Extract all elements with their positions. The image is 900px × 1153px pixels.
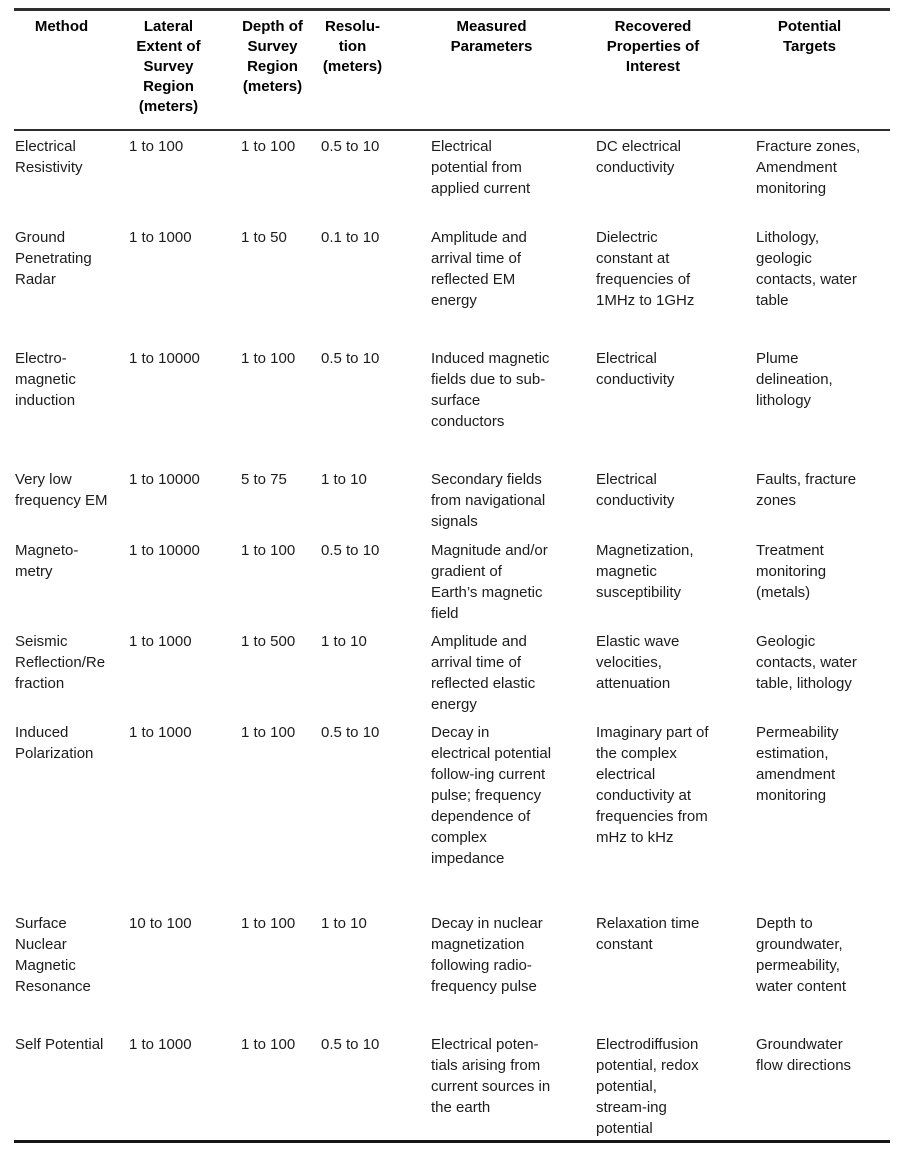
- table-row: [14, 222, 890, 343]
- column-header-resolution: Resolu-tion (meters): [320, 10, 430, 131]
- cell-lateral-extent: 1 to 1000: [129, 724, 192, 741]
- cell-potential-targets: Lithology, geologic contacts, water table: [756, 229, 857, 309]
- cell-resolution: 0.5 to 10: [321, 724, 380, 741]
- cell-method: Seismic Reflection/Refraction: [15, 633, 106, 692]
- table-row: [14, 626, 890, 717]
- cell-measured-parameters: Decay in nuclear magnetization following radio-frequency pulse: [431, 915, 543, 995]
- table-row: [14, 908, 890, 1029]
- cell-lateral-extent: 10 to 100: [129, 915, 192, 932]
- cell-potential-targets: Fracture zones, Amendment monitoring: [756, 138, 861, 197]
- table-header: [14, 10, 890, 131]
- column-header-potential-targets: Potential Targets: [755, 10, 890, 131]
- cell-depth-of-survey: 1 to 100: [241, 1036, 296, 1053]
- cell-measured-parameters: Amplitude and arrival time of reflected elastic energy: [431, 633, 536, 713]
- cell-depth-of-survey: 1 to 100: [241, 915, 296, 932]
- cell-resolution: 0.1 to 10: [321, 229, 380, 246]
- cell-recovered-properties: Electrodiffusion potential, redox potential, stream-ing potential: [596, 1036, 699, 1137]
- column-header-method: Method: [14, 10, 128, 131]
- table-row: [14, 464, 890, 535]
- cell-method: Magneto-metry: [15, 542, 79, 580]
- cell-method: Very low frequency EM: [15, 471, 108, 509]
- cell-potential-targets: Geologic contacts, water table, lithology: [756, 633, 857, 692]
- cell-lateral-extent: 1 to 1000: [129, 229, 192, 246]
- cell-resolution: 0.5 to 10: [321, 138, 380, 155]
- table-row: [14, 1029, 890, 1142]
- cell-potential-targets: Plume delineation, lithology: [756, 350, 833, 409]
- cell-method: Ground Penetrating Radar: [15, 229, 92, 288]
- cell-measured-parameters: Induced magnetic fields due to sub-surface conductors: [431, 350, 550, 430]
- cell-lateral-extent: 1 to 10000: [129, 542, 200, 559]
- cell-resolution: 1 to 10: [321, 633, 367, 650]
- cell-measured-parameters: Secondary fields from navigational signals: [431, 471, 546, 530]
- cell-method: Induced Polarization: [15, 724, 94, 762]
- cell-potential-targets: Groundwater flow directions: [756, 1036, 852, 1074]
- cell-method: Electro-magnetic induction: [15, 350, 76, 409]
- cell-potential-targets: Depth to groundwater, permeability, water content: [756, 915, 847, 995]
- cell-method: Self Potential: [15, 1036, 104, 1053]
- cell-depth-of-survey: 1 to 500: [241, 633, 296, 650]
- cell-depth-of-survey: 1 to 100: [241, 350, 296, 367]
- cell-recovered-properties: Imaginary part of the complex electrical conductivity at frequencies from mHz to kHz: [596, 724, 709, 846]
- cell-lateral-extent: 1 to 1000: [129, 1036, 192, 1053]
- cell-potential-targets: Treatment monitoring (metals): [756, 542, 827, 601]
- cell-depth-of-survey: 1 to 100: [241, 724, 296, 741]
- cell-measured-parameters: Electrical poten-tials arising from current sources in the earth: [431, 1036, 551, 1116]
- table-row: [14, 717, 890, 908]
- cell-lateral-extent: 1 to 10000: [129, 471, 200, 488]
- cell-lateral-extent: 1 to 10000: [129, 350, 200, 367]
- cell-recovered-properties: Magnetization, magnetic susceptibility: [596, 542, 694, 601]
- cell-potential-targets: Faults, fracture zones: [756, 471, 857, 509]
- cell-recovered-properties: Electrical conductivity: [596, 350, 675, 388]
- cell-recovered-properties: Elastic wave velocities, attenuation: [596, 633, 680, 692]
- table-body: [14, 130, 890, 1142]
- table-row: [14, 343, 890, 464]
- cell-resolution: 0.5 to 10: [321, 350, 380, 367]
- column-header-depth-of-survey: Depth of Survey Region (meters): [240, 10, 320, 131]
- cell-resolution: 0.5 to 10: [321, 542, 380, 559]
- cell-method: Electrical Resistivity: [15, 138, 83, 176]
- cell-depth-of-survey: 1 to 100: [241, 542, 296, 559]
- cell-depth-of-survey: 5 to 75: [241, 471, 287, 488]
- cell-depth-of-survey: 1 to 100: [241, 138, 296, 155]
- table-row: [14, 130, 890, 222]
- table-row: [14, 535, 890, 626]
- cell-resolution: 1 to 10: [321, 915, 367, 932]
- cell-measured-parameters: Electrical potential from applied current: [431, 138, 531, 197]
- cell-recovered-properties: Dielectric constant at frequencies of 1MHz to 1GHz: [596, 229, 695, 309]
- column-header-measured-parameters: Measured Parameters: [430, 10, 595, 131]
- cell-recovered-properties: Relaxation time constant: [596, 915, 700, 953]
- cell-method: Surface Nuclear Magnetic Resonance: [15, 915, 91, 995]
- cell-potential-targets: Permeability estimation, amendment monitoring: [756, 724, 839, 804]
- methods-table: [14, 8, 890, 1143]
- cell-measured-parameters: Magnitude and/or gradient of Earth’s magnetic field: [431, 542, 548, 622]
- column-header-lateral-extent: Lateral Extent of Survey Region (meters): [128, 10, 240, 131]
- cell-recovered-properties: Electrical conductivity: [596, 471, 675, 509]
- cell-resolution: 1 to 10: [321, 471, 367, 488]
- cell-resolution: 0.5 to 10: [321, 1036, 380, 1053]
- cell-depth-of-survey: 1 to 50: [241, 229, 287, 246]
- cell-recovered-properties: DC electrical conductivity: [596, 138, 682, 176]
- column-header-recovered-properties: Recovered Properties of Interest: [595, 10, 755, 131]
- cell-measured-parameters: Amplitude and arrival time of reflected EM energy: [431, 229, 527, 309]
- header-row: [14, 10, 890, 131]
- cell-measured-parameters: Decay in electrical potential follow-ing current pulse; frequency dependence of complex impedance: [431, 724, 552, 867]
- cell-lateral-extent: 1 to 100: [129, 138, 184, 155]
- cell-lateral-extent: 1 to 1000: [129, 633, 192, 650]
